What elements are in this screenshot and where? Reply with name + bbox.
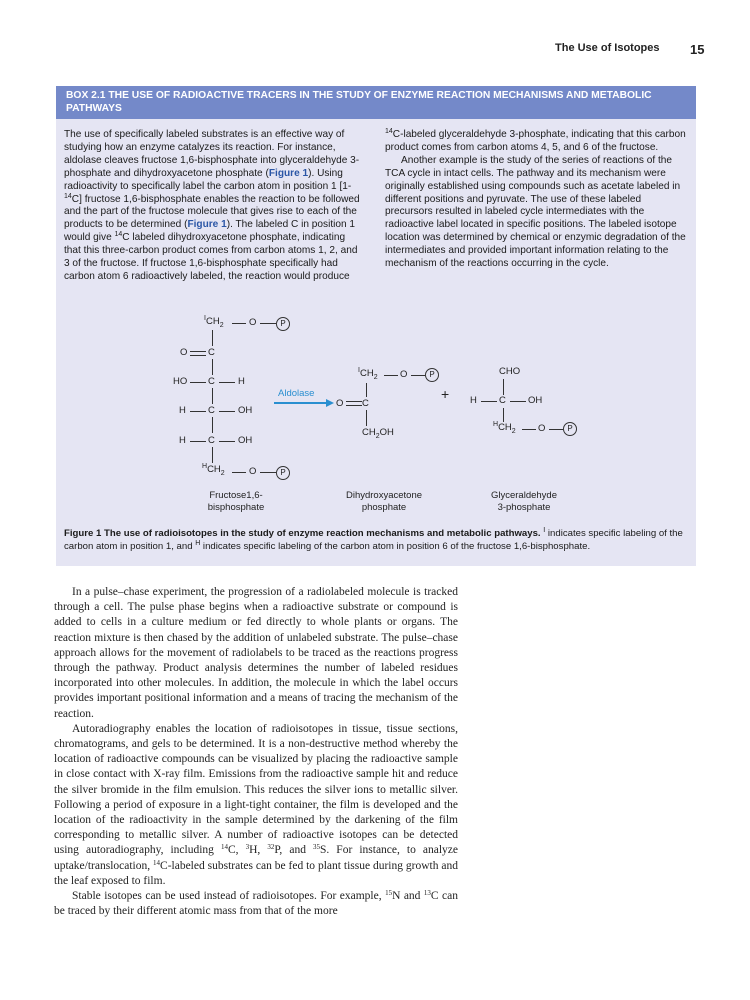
bond <box>366 383 367 397</box>
bond <box>260 323 276 324</box>
oh-text: OH <box>379 427 394 438</box>
bond <box>260 472 276 473</box>
oxygen-label: O <box>249 317 257 328</box>
oxygen-label: O <box>249 466 257 477</box>
label-sup: H <box>493 421 499 428</box>
superscript: 14 <box>385 128 393 135</box>
box-heading-bar <box>56 86 696 119</box>
body-paragraph-2 <box>54 722 458 889</box>
bond <box>549 429 563 430</box>
bond <box>190 355 206 356</box>
bond <box>212 388 213 404</box>
fbp-c6-label <box>202 464 225 477</box>
bond <box>190 441 206 442</box>
ch2-text: CH <box>207 464 221 475</box>
carbon-label: C <box>208 347 215 358</box>
superscript: I <box>543 527 546 534</box>
bond <box>384 375 398 376</box>
bond <box>190 411 206 412</box>
text-run: Autoradiography enables the location of radioisotopes in tissue, tissue sections, chromatograms, and gels to be determined. It is a non-destructive method whereby the location of radioactive compounds can be visualized by placing the radioactive sample in close contact with X-ray film. Emissions from the radioactive sample hit and reduce the silver bromide in the film emulsion. This reduces the silver ions to metallic silver. Following a period of exposure in a light-tight container, the film is developed and the location of the radioactivity in the sample determined by the darkening of the film corresponding to metallic silver. A number of radioactive isotopes can be detected using autoradiography, including <box>54 722 458 857</box>
superscript: 15 <box>385 889 393 898</box>
text-run: ). The labeled C in position 1 would give <box>64 219 356 244</box>
box-left-paragraph <box>64 129 364 284</box>
hydroxyl-label: HO <box>173 376 188 387</box>
text-run: C] fructose 1,6-bisphosphate enables the reaction to be followed and the part of the fructose molecule that gives rise to each of the products to be determined ( <box>64 193 360 231</box>
bond <box>510 401 526 402</box>
text-run: indicates specific labeling of the carbon atom in position 1, and <box>64 528 683 552</box>
hydroxyl-label: OH <box>528 395 543 406</box>
body-paragraph-1: In a pulse–chase experiment, the progression of a radiolabeled molecule is tracked through a cell. The pulse phase begins when a radioactive substrate or compound is added to cells in a culture medium or fed directly to whole plants or organs. The reaction mixture is then chased by the addition of unlabeled substrate. The pulse–chase approach allows for the movement of radiolabels to be traced as the reactions progress through the pathway. Product analysis determines the number of labeled residues incorporated into other molecules. In addition, the molecule in which the label occurs provides important positional information and a means of tracing the mechanism of the reaction. <box>54 586 458 720</box>
text-run: N and <box>392 890 424 903</box>
caption-line: Fructose1,6- <box>209 490 263 501</box>
superscript: 32 <box>267 843 275 852</box>
text-run: C-labeled substrates can be fed to plant tissue during growth and the leaf exposed to film. <box>54 859 458 887</box>
superscript: H <box>195 540 201 547</box>
fbp-caption <box>176 490 296 514</box>
superscript: 14 <box>114 231 123 239</box>
box-right-paragraph-1 <box>385 129 690 155</box>
phosphate-icon: P <box>276 466 290 480</box>
ch2-text: CH <box>362 427 376 438</box>
dhap-c1-label <box>358 368 378 381</box>
caption-line: phosphate <box>361 502 407 513</box>
bond <box>522 429 536 430</box>
caption-line: Dihydroxyacetone <box>345 490 423 501</box>
carbon-label: C <box>362 398 369 409</box>
bond <box>411 375 425 376</box>
text-run: H, <box>249 844 268 857</box>
running-title: The Use of Isotopes <box>555 42 660 54</box>
bond <box>190 382 206 383</box>
label-sup: I <box>204 315 206 322</box>
hydroxyl-label: OH <box>238 405 253 416</box>
hydrogen-label: H <box>179 405 186 416</box>
caption-line: bisphosphate <box>207 502 265 513</box>
bond <box>219 441 235 442</box>
bond <box>212 417 213 433</box>
text-run: C labeled dihydroxyacetone phosphate, indicating that this three-carbon product comes from carbon atoms 1, 2, and 3 of the fructose. If fructose 1,6-bisphosphate specifically had carbon atom 6 radioactively labeled, the reaction would produce <box>64 232 358 282</box>
sub: 2 <box>220 469 225 477</box>
box-right-paragraph-2: Another example is the study of the series of reactions of the TCA cycle in intact cells. The pathway and its mechanism were originally established using compounds such as acetate labeled in different positions and pyruvate. The use of these labeled precursors resulted in labeled cycle intermediates with the radioactive label located in specific positions. The labeled isotope location was determined by chemical or enzymic degradation of the intermediates and provided important information relating to the mechanism of the reactions occurring in the cycle. <box>385 154 686 270</box>
text-run: S. For instance, to analyze uptake/translocation, <box>54 844 459 872</box>
carbon-label: C <box>499 395 506 406</box>
superscript: 14 <box>64 192 72 200</box>
reaction-arrow-icon <box>272 398 336 408</box>
box-right-column <box>385 129 690 271</box>
label-sup: I <box>358 367 360 374</box>
sub: 2 <box>375 432 380 440</box>
body-text <box>54 585 458 919</box>
text-run: indicates specific labeling of the carbon atom in position 6 of the fructose 1,6-bisphosphate. <box>200 541 591 552</box>
label-sup: H <box>202 463 208 470</box>
text-run: C can be traced by their different atomic mass from that of the more <box>54 890 458 918</box>
bond <box>346 401 362 402</box>
bond <box>212 359 213 375</box>
text-run: ). Using radioactivity to specifically label the carbon atom in position 1 [1- <box>64 167 352 192</box>
oxygen-label: O <box>180 347 188 358</box>
box-heading: BOX 2.1 THE USE OF RADIOACTIVE TRACERS IN THE STUDY OF ENZYME REACTION MECHANISMS AND METABOLIC PATHWAYS <box>66 90 652 114</box>
hydrogen-label: H <box>179 435 186 446</box>
g3p-c6-label <box>493 422 516 435</box>
text-run: The use of specifically labeled substrates is an effective way of studying how an enzyme catalyzes its reaction. For instance, aldolase cleaves fructose 1,6-bisphosphate into glyceraldehyde 3-phosphate and dihydroxyacetone phosphate ( <box>64 129 360 179</box>
sub: 2 <box>373 373 378 381</box>
text-run: C, <box>227 844 246 857</box>
box-2-1 <box>56 86 696 566</box>
hydroxyl-label: OH <box>238 435 253 446</box>
superscript: 13 <box>423 889 431 898</box>
box-left-column <box>64 129 364 284</box>
body-paragraph-3 <box>54 889 458 919</box>
oxygen-label: O <box>400 369 408 380</box>
bond <box>232 472 246 473</box>
phosphate-icon: P <box>276 317 290 331</box>
bond <box>212 447 213 463</box>
ch2-text: CH <box>359 368 374 379</box>
plus-sign: + <box>441 386 450 402</box>
caption-title: Figure 1 The use of radioisotopes in the study of enzyme reaction mechanisms and metabolic pathways. <box>64 528 541 539</box>
fbp-c1-label <box>204 316 224 329</box>
hydrogen-label: H <box>238 376 245 387</box>
bond <box>212 330 213 346</box>
ch2-text: CH <box>498 422 512 433</box>
page-number: 15 <box>690 42 705 57</box>
bond <box>219 382 235 383</box>
aldehyde-label: CHO <box>499 366 521 377</box>
phosphate-icon: P <box>425 368 439 382</box>
superscript: 14 <box>153 858 161 867</box>
bond <box>503 379 504 395</box>
bond <box>481 401 497 402</box>
superscript: 14 <box>220 843 228 852</box>
carbon-label: C <box>208 376 215 387</box>
caption-line: Glyceraldehyde <box>490 490 557 501</box>
bond <box>503 408 504 422</box>
aldolase-label: Aldolase <box>278 388 315 399</box>
figure-1-caption <box>64 527 692 553</box>
ch2-text: CH <box>205 316 220 327</box>
dhap-caption <box>324 490 444 514</box>
phosphate-icon: P <box>563 422 577 436</box>
dhap-ch2oh-label <box>362 427 394 440</box>
sub: 2 <box>511 427 516 435</box>
text-run: C-labeled glyceraldehyde 3-phosphate, indicating that this carbon product comes from carbon atoms 4, 5, and 6 of the fructose. <box>385 129 686 153</box>
carbon-label: C <box>208 405 215 416</box>
bond <box>190 351 206 352</box>
bond <box>232 323 246 324</box>
bond <box>219 411 235 412</box>
caption-line: 3-phosphate <box>497 502 551 513</box>
figure-1-link[interactable]: Figure 1 <box>187 219 227 231</box>
oxygen-label: O <box>538 423 546 434</box>
bond <box>366 410 367 426</box>
bond <box>346 405 362 406</box>
carbon-label: C <box>208 435 215 446</box>
g3p-caption <box>464 490 584 514</box>
superscript: 35 <box>313 843 320 852</box>
hydrogen-label: H <box>470 395 477 406</box>
text-run: P, and <box>274 844 313 857</box>
text-run: Stable isotopes can be used instead of radioisotopes. For example, <box>72 890 386 903</box>
figure-1-link[interactable]: Figure 1 <box>268 167 309 179</box>
sub: 2 <box>219 321 224 329</box>
oxygen-label: O <box>336 398 344 409</box>
superscript: 3 <box>245 843 250 852</box>
